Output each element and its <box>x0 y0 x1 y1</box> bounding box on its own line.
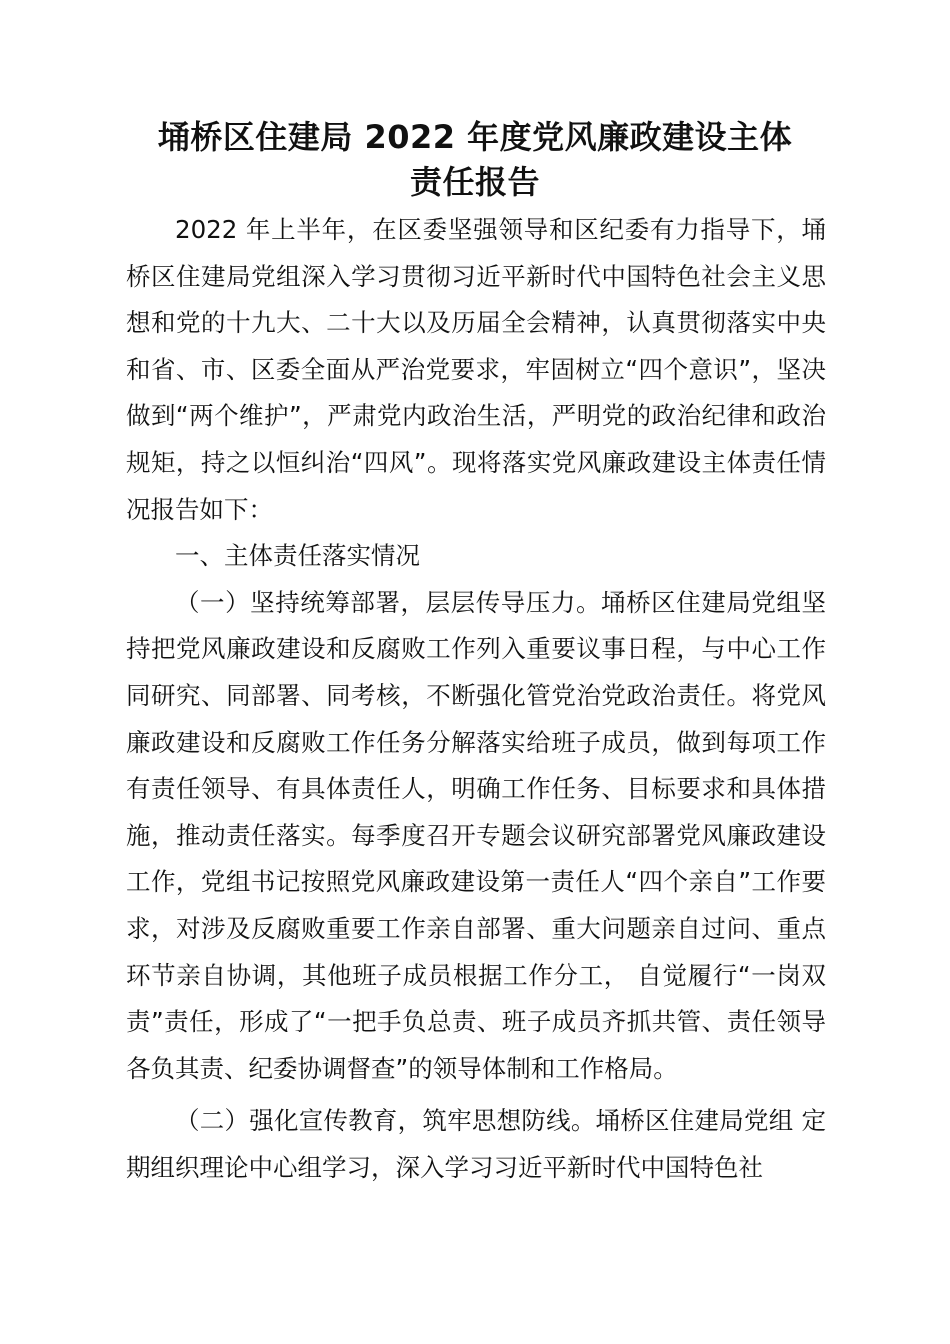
subsection-paragraph-2: （二）强化宣传教育，筑牢思想防线。埇桥区住建局党组 定期组织理论中心组学习，深入学习习近平新时代中国特色社 <box>126 1106 826 1182</box>
report-body <box>126 207 826 1191</box>
subsection-paragraph-1: （一）坚持统筹部署，层层传导压力。埇桥区住建局党组坚持把党风廉政建设和反腐败工作列入重要议事日程，与中心工作同研究、同部署、同考核，不断强化管党治党政治责任。将党风廉政建设和反腐败工作任务分解落实给班子成员，做到每项工作有责任领导、有具体责任人，明确工作任务、目标要求和具体措施，推动责任落实。每季度召开专题会议研究部署党风廉政建设工作，党组书记按照党风廉政建设第一责任人“四个亲自”工作要求，对涉及反腐败重要工作亲自部署、重大问题亲自过问、重点环节亲自协调，其他班子成员根据工作分工， 自觉履行“一岗双责”责任，形成了“一把手负总责、班子成员齐抓共管、责任领导各负其责、纪委协调督查”的领导体制和工作格局。 <box>126 587 826 1083</box>
report-title-line-1: 埇桥区住建局 2022 年度党风廉政建设主体 <box>157 118 793 156</box>
report-title-line-2: 责任报告 <box>409 163 540 201</box>
intro-paragraph: 2022 年上半年，在区委坚强领导和区纪委有力指导下，埇桥区住建局党组深入学习贯彻习近平新时代中国特色社会主义思想和党的十九大、二十大以及历届全会精神，认真贯彻落实中央和省、市、区委全面从严治党要求，牢固树立“四个意识”，坚决做到“两个维护”，严肃党内政治生活，严明党的政治纪律和政治规矩，持之以恒纠治“四风”。现将落实党风廉政建设主体责任情况报告如下： <box>126 215 826 524</box>
section-heading-1: 一、主体责任落实情况 <box>175 541 420 571</box>
